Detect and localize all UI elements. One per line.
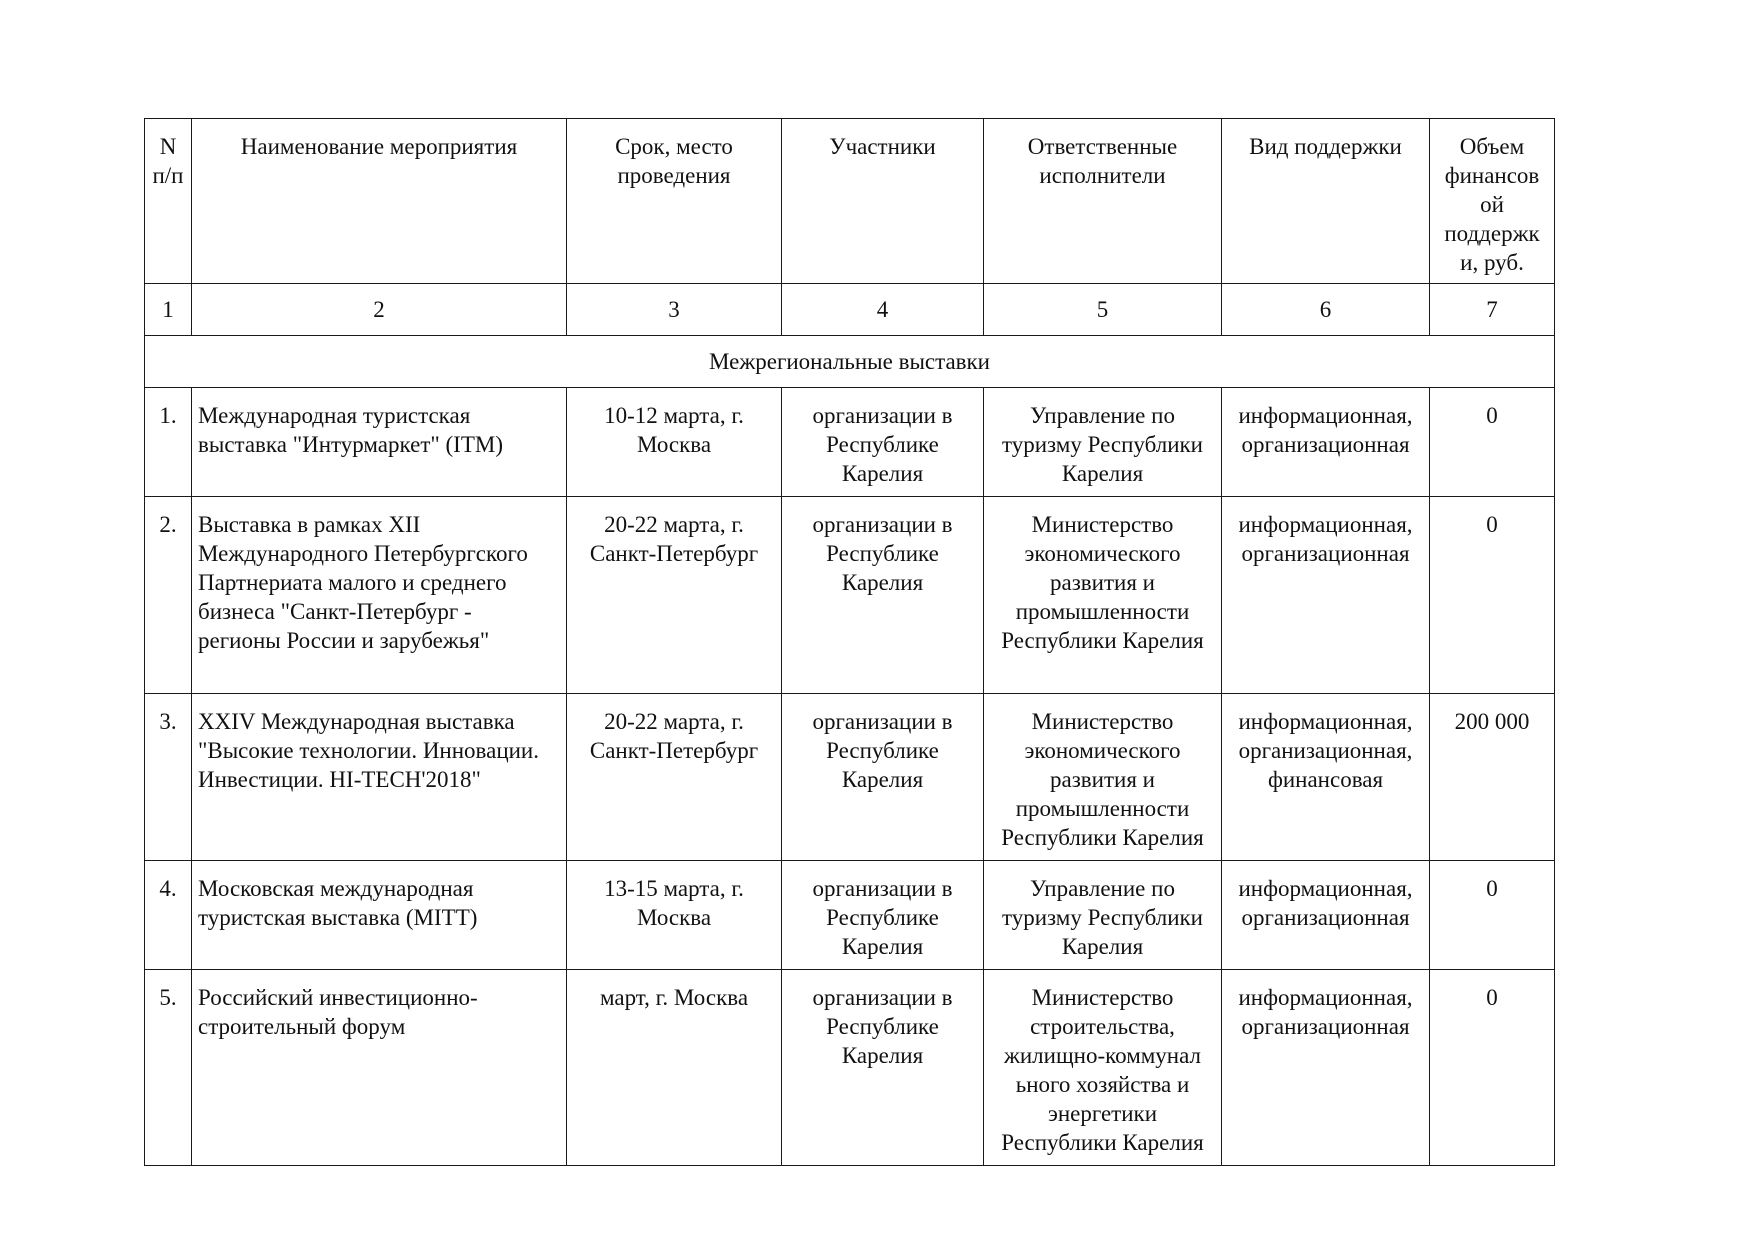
event-amount: 0 — [1430, 497, 1555, 694]
event-support: информационная, организационная — [1222, 970, 1430, 1166]
column-number: 2 — [192, 284, 567, 336]
row-number: 2. — [145, 497, 192, 694]
event-when-where: 13-15 марта, г. Москва — [567, 861, 782, 970]
header-cell-name: Наименование мероприятия — [192, 119, 567, 284]
event-name: XXIV Международная выставка "Высокие технологии. Инновации. Инвестиции. HI-TECH'2018" — [192, 694, 567, 861]
event-responsible: Министерство экономического развития и промышленности Республики Карелия — [984, 497, 1222, 694]
section-row — [145, 336, 1555, 388]
event-participants: организации в Республике Карелия — [782, 970, 984, 1166]
event-support: информационная, организационная — [1222, 861, 1430, 970]
header-cell-number: N п/п — [145, 119, 192, 284]
column-number: 1 — [145, 284, 192, 336]
event-responsible: Управление по туризму Республики Карелия — [984, 388, 1222, 497]
header-cell-when-where: Срок, место проведения — [567, 119, 782, 284]
event-amount: 0 — [1430, 970, 1555, 1166]
column-number: 6 — [1222, 284, 1430, 336]
event-when-where: 10-12 марта, г. Москва — [567, 388, 782, 497]
event-amount: 200 000 — [1430, 694, 1555, 861]
event-participants: организации в Республике Карелия — [782, 388, 984, 497]
event-name: Выставка в рамках XII Международного Петербургского Партнериата малого и среднего бизнеса "Санкт-Петербург - регионы России и зарубежья" — [192, 497, 567, 694]
event-name: Международная туристская выставка "Интурмаркет" (ITM) — [192, 388, 567, 497]
row-number: 4. — [145, 861, 192, 970]
event-participants: организации в Республике Карелия — [782, 497, 984, 694]
event-support: информационная, организационная, финансовая — [1222, 694, 1430, 861]
table-row — [145, 970, 1555, 1166]
section-title: Межрегиональные выставки — [145, 336, 1555, 388]
header-row — [145, 119, 1555, 284]
event-responsible: Министерство строительства, жилищно-коммунал ьного хозяйства и энергетики Республики Карелия — [984, 970, 1222, 1166]
event-responsible: Министерство экономического развития и промышленности Республики Карелия — [984, 694, 1222, 861]
header-cell-support: Вид поддержки — [1222, 119, 1430, 284]
event-participants: организации в Республике Карелия — [782, 861, 984, 970]
table-row — [145, 388, 1555, 497]
column-number: 5 — [984, 284, 1222, 336]
column-number: 7 — [1430, 284, 1555, 336]
header-cell-participants: Участники — [782, 119, 984, 284]
event-support: информационная, организационная — [1222, 497, 1430, 694]
event-when-where: 20-22 марта, г. Санкт-Петербург — [567, 694, 782, 861]
table-row — [145, 861, 1555, 970]
event-support: информационная, организационная — [1222, 388, 1430, 497]
event-name: Московская международная туристская выставка (MITT) — [192, 861, 567, 970]
event-responsible: Управление по туризму Республики Карелия — [984, 861, 1222, 970]
events-table — [144, 118, 1555, 1166]
row-number: 3. — [145, 694, 192, 861]
header-cell-responsible: Ответственные исполнители — [984, 119, 1222, 284]
event-when-where: март, г. Москва — [567, 970, 782, 1166]
event-name: Российский инвестиционно-строительный форум — [192, 970, 567, 1166]
event-amount: 0 — [1430, 861, 1555, 970]
table-row — [145, 694, 1555, 861]
event-amount: 0 — [1430, 388, 1555, 497]
header-cell-amount: Объем финансов ой поддержк и, руб. — [1430, 119, 1555, 284]
column-number: 3 — [567, 284, 782, 336]
row-number: 5. — [145, 970, 192, 1166]
column-number: 4 — [782, 284, 984, 336]
row-number: 1. — [145, 388, 192, 497]
column-numbers-row — [145, 284, 1555, 336]
table-row — [145, 497, 1555, 694]
event-when-where: 20-22 марта, г. Санкт-Петербург — [567, 497, 782, 694]
event-participants: организации в Республике Карелия — [782, 694, 984, 861]
